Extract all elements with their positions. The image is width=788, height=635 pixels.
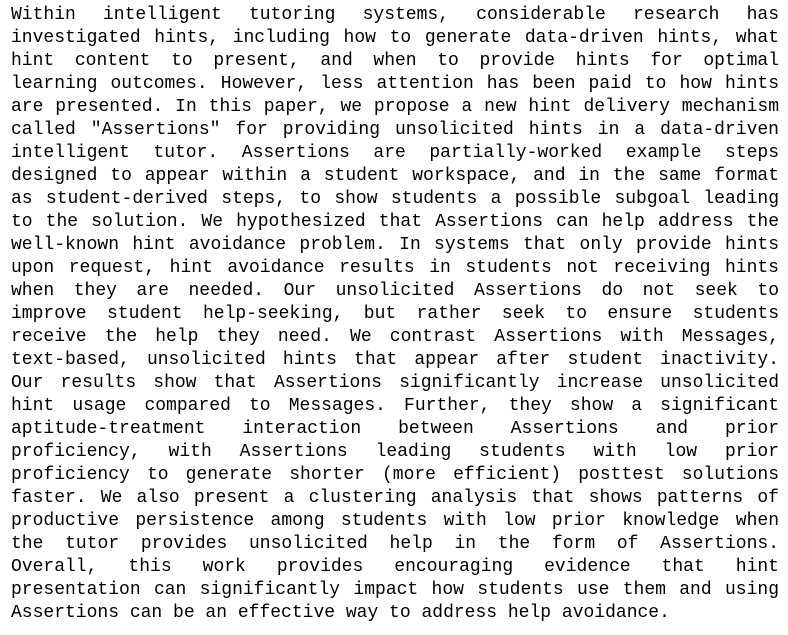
abstract-line-25: Overall, this work provides encouraging evidence that hint	[11, 557, 779, 577]
abstract-line-20: proficiency, with Assertions leading students with low prior	[11, 442, 779, 462]
abstract-line-16: text-based, unsolicited hints that appear after student inactivity.	[11, 350, 779, 370]
abstract-line-13: when they are needed. Our unsolicited Assertions do not seek to	[11, 281, 779, 301]
abstract-line-5: are presented. In this paper, we propose a new hint delivery mechanism	[11, 97, 779, 117]
abstract-line-24: the tutor provides unsolicited help in the form of Assertions.	[11, 534, 779, 554]
abstract-line-23: productive persistence among students with low prior knowledge when	[11, 511, 779, 531]
abstract-line-12: upon request, hint avoidance results in students not receiving hints	[11, 258, 779, 278]
abstract-line-27: Assertions can be an effective way to address help avoidance.	[11, 603, 670, 623]
abstract-line-10: to the solution. We hypothesized that Assertions can help address the	[11, 212, 779, 232]
abstract-line-15: receive the help they need. We contrast Assertions with Messages,	[11, 327, 779, 347]
abstract-line-22: faster. We also present a clustering analysis that shows patterns of	[11, 488, 779, 508]
abstract-text-block	[11, 4, 779, 625]
abstract-line-3: hint content to present, and when to provide hints for optimal	[11, 51, 779, 71]
abstract-line-1: Within intelligent tutoring systems, considerable research has	[11, 5, 779, 25]
abstract-line-26: presentation can significantly impact how students use them and using	[11, 580, 779, 600]
abstract-line-4: learning outcomes. However, less attention has been paid to how hints	[11, 74, 779, 94]
abstract-line-8: designed to appear within a student workspace, and in the same format	[11, 166, 779, 186]
abstract-line-9: as student-derived steps, to show students a possible subgoal leading	[11, 189, 779, 209]
abstract-line-2: investigated hints, including how to generate data-driven hints, what	[11, 28, 779, 48]
abstract-line-6: called "Assertions" for providing unsolicited hints in a data-driven	[11, 120, 779, 140]
abstract-line-19: aptitude-treatment interaction between Assertions and prior	[11, 419, 779, 439]
abstract-line-11: well-known hint avoidance problem. In systems that only provide hints	[11, 235, 779, 255]
abstract-line-21: proficiency to generate shorter (more efficient) posttest solutions	[11, 465, 779, 485]
abstract-line-7: intelligent tutor. Assertions are partially-worked example steps	[11, 143, 779, 163]
abstract-line-14: improve student help-seeking, but rather seek to ensure students	[11, 304, 779, 324]
abstract-line-18: hint usage compared to Messages. Further, they show a significant	[11, 396, 779, 416]
abstract-line-17: Our results show that Assertions significantly increase unsolicited	[11, 373, 779, 393]
